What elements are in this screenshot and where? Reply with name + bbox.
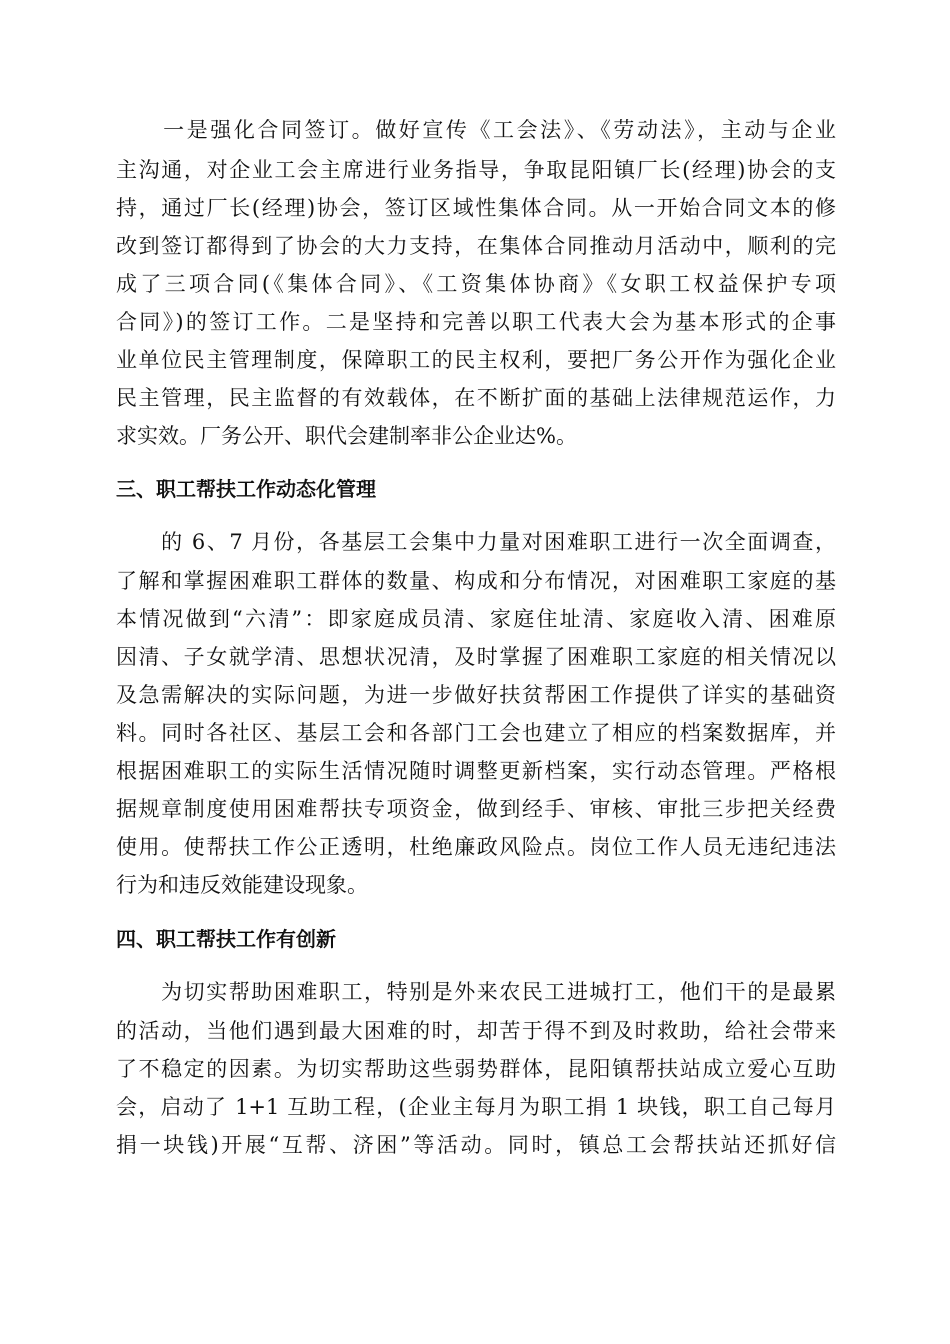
- paragraph-line: 了不稳定的因素。为切实帮助这些弱势群体，昆阳镇帮扶站成立爱心互助: [116, 1057, 836, 1081]
- paragraph-line: 行为和违反效能建设现象。: [116, 873, 368, 897]
- paragraph-line: 民主管理，民主监督的有效载体，在不断扩面的基础上法律规范运作，力: [116, 386, 836, 410]
- paragraph-line: 据规章制度使用困难帮扶专项资金，做到经手、审核、审批三步把关经费: [116, 797, 836, 821]
- paragraph-line: 会，启动了 1+1 互助工程，(企业主每月为职工捐 1 块钱，职工自己每月: [116, 1095, 836, 1119]
- paragraph-line: 本情况做到“六清”：即家庭成员清、家庭住址清、家庭收入清、困难原: [116, 607, 836, 631]
- paragraph-line: 的 6、7 月份，各基层工会集中力量对困难职工进行一次全面调查，: [116, 530, 836, 554]
- paragraph-line: 根据困难职工的实际生活情况随时调整更新档案，实行动态管理。严格根: [116, 759, 836, 783]
- paragraph-line: 业单位民主管理制度，保障职工的民主权利，要把厂务公开作为强化企业: [116, 348, 836, 372]
- section-heading: 四、职工帮扶工作有创新: [116, 927, 336, 951]
- paragraph-line: 合同》)的签订工作。二是坚持和完善以职工代表大会为基本形式的企事: [116, 310, 836, 334]
- paragraph-line: 因清、子女就学清、思想状况清，及时掌握了困难职工家庭的相关情况以: [116, 645, 836, 669]
- paragraph-line: 为切实帮助困难职工，特别是外来农民工进城打工，他们干的是最累: [116, 980, 836, 1004]
- paragraph-line: 使用。使帮扶工作公正透明，杜绝廉政风险点。岗位工作人员无违纪违法: [116, 835, 836, 859]
- paragraph-line: 持，通过厂长(经理)协会，签订区域性集体合同。从一开始合同文本的修: [116, 196, 836, 220]
- paragraph-line: 一是强化合同签订。做好宣传《工会法》、《劳动法》，主动与企业: [116, 118, 836, 142]
- paragraph-line: 成了三项合同(《集体合同》、《工资集体协商》《女职工权益保护专项: [116, 272, 836, 296]
- paragraph-line: 主沟通，对企业工会主席进行业务指导，争取昆阳镇厂长(经理)协会的支: [116, 158, 836, 182]
- paragraph-line: 了解和掌握困难职工群体的数量、构成和分布情况，对困难职工家庭的基: [116, 569, 836, 593]
- section-heading: 三、职工帮扶工作动态化管理: [116, 477, 376, 501]
- paragraph-line: 及急需解决的实际问题，为进一步做好扶贫帮困工作提供了详实的基础资: [116, 683, 836, 707]
- paragraph-line: 的活动，当他们遇到最大困难的时，却苦于得不到及时救助，给社会带来: [116, 1019, 836, 1043]
- paragraph-line: 捐一块钱)开展“互帮、济困”等活动。同时，镇总工会帮扶站还抓好信: [116, 1133, 836, 1157]
- paragraph-line: 求实效。厂务公开、职代会建制率非公企业达%。: [116, 424, 577, 448]
- paragraph-line: 料。同时各社区、基层工会和各部门工会也建立了相应的档案数据库，并: [116, 721, 836, 745]
- paragraph-line: 改到签订都得到了协会的大力支持，在集体合同推动月活动中，顺利的完: [116, 234, 836, 258]
